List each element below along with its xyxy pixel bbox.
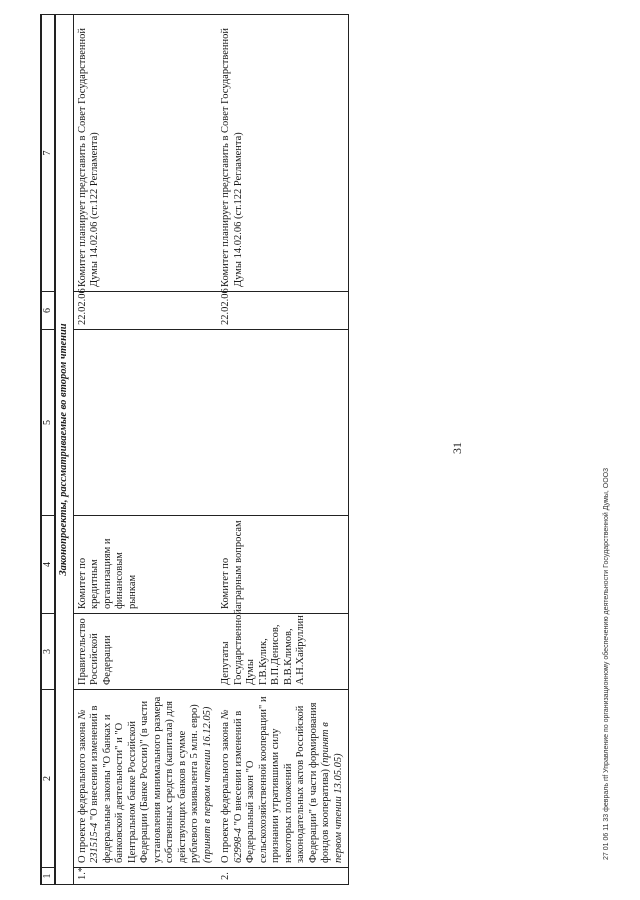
column-number-row	[41, 15, 55, 885]
column-header: 7	[41, 15, 55, 292]
table-row	[73, 15, 217, 885]
bill-title	[73, 690, 217, 868]
review-date: 22.02.06	[217, 292, 349, 330]
column-5-cell	[73, 330, 217, 516]
bill-title-body: "О внесении изменений в Федеральный закон "О сельскохозяйственной кооперации" и признании утратившими силу некоторых положений законодательных актов Российской Федерации" (в части формирования фондов кооператива)	[232, 696, 331, 863]
bill-author: Правительство Российской Федерации	[73, 614, 217, 690]
review-date: 22.02.06	[73, 292, 217, 330]
bill-title-body: "О внесении изменений в федеральные законы "О банках и банковской деятельности" и "О Центральном банке Российской Федерации (Банке России)" (в части установления минимального размера собственных средств (капитала) для действующих банков в сумме рублевого эквивалента 5 млн. евро)	[89, 696, 200, 863]
bill-number: № 231515-4	[76, 709, 100, 863]
column-5-cell	[217, 330, 349, 516]
bill-author: Депутаты Государственной Думы Г.В.Кулик, В.П.Денисов, В.В.Климов, А.Н.Хайруллин	[217, 614, 349, 690]
column-header: 1	[41, 868, 55, 885]
row-number: 1.*	[73, 868, 217, 885]
row-number: 2.	[217, 868, 349, 885]
footer-line: 27 01 06 11 33 февраль rtf Управление по организационному обеспечению деятельности Государственной Думы, ООО3	[603, 468, 610, 860]
section-title-row	[55, 15, 73, 885]
first-reading-note: (принят в первом чтении 16.12.05)	[201, 706, 213, 863]
column-header: 6	[41, 292, 55, 330]
bill-title-prefix: О проекте федерального закона	[76, 719, 88, 863]
column-header: 4	[41, 516, 55, 614]
page-number: 31	[450, 442, 464, 454]
bill-title	[217, 690, 349, 868]
responsible-committee: Комитет по аграрным вопросам	[217, 516, 349, 614]
section-title: Законопроекты, рассматриваемые во втором чтении	[55, 15, 73, 885]
bill-number: № 62998-4	[220, 709, 244, 863]
remark: Комитет планирует представить в Совет Государственной Думы 14.02.06 (ст.122 Регламента)	[73, 15, 217, 292]
table-row	[217, 15, 349, 885]
remark: Комитет планирует представить в Совет Государственной Думы 14.02.06 (ст.122 Регламента)	[217, 15, 349, 292]
column-header: 2	[41, 690, 55, 868]
bills-table	[40, 14, 349, 885]
bill-title-prefix: О проекте федерального закона	[220, 719, 231, 863]
column-header: 5	[41, 330, 55, 516]
responsible-committee: Комитет по кредитным организациям и финансовым рынкам	[73, 516, 217, 614]
column-header: 3	[41, 614, 55, 690]
first-reading-note: (принят в первом чтении 13.05.05)	[320, 722, 344, 863]
